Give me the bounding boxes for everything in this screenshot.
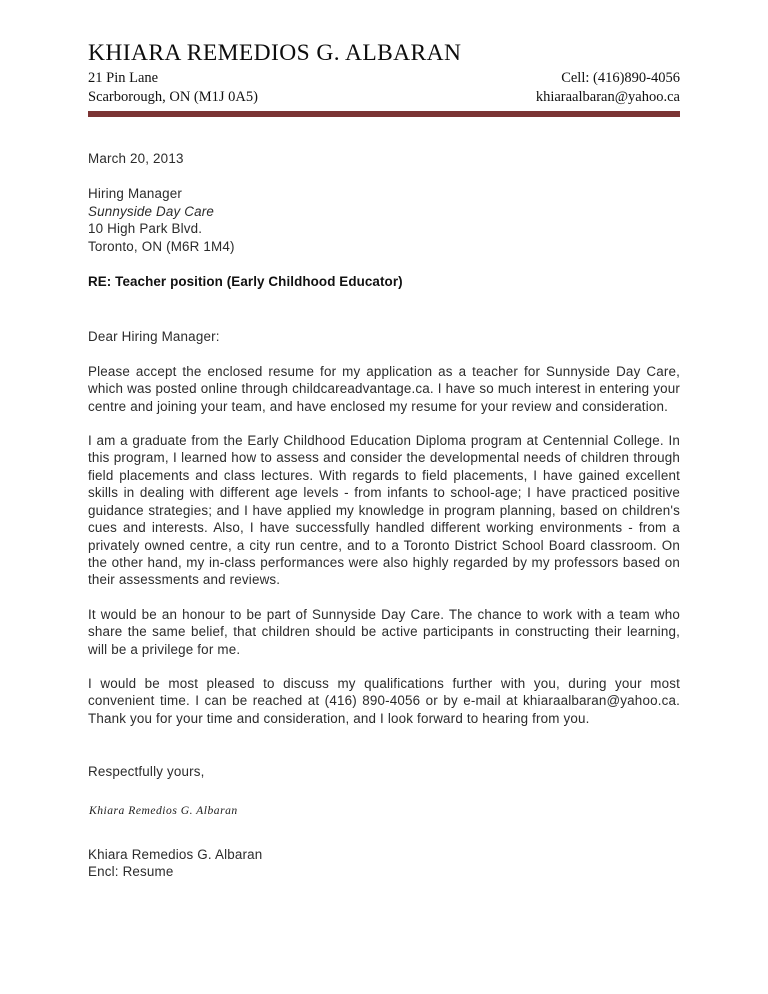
sender-phone: Cell: (416)890-4056 xyxy=(561,70,680,87)
recipient-address-block xyxy=(88,185,680,255)
recipient-street: 10 High Park Blvd. xyxy=(88,221,203,237)
letter-date: March 20, 2013 xyxy=(88,151,184,166)
sender-name: KHIARA REMEDIOS G. ALBARAN xyxy=(88,40,462,66)
accent-horizontal-rule xyxy=(88,111,680,117)
letterhead-columns xyxy=(88,69,680,108)
recipient-city-line: Toronto, ON (M6R 1M4) xyxy=(88,238,235,254)
sender-contact xyxy=(536,69,680,108)
body-paragraph: Please accept the enclosed resume for my application as a teacher for Sunnyside Day Care, which was posted online through childcareadvantage.ca. I have so much interest in entering your centre and joining your team, and have enclosed my resume for your review and consideration. xyxy=(88,363,680,414)
letterhead xyxy=(88,40,680,108)
subject-line: RE: Teacher position (Early Childhood Educator) xyxy=(88,274,403,290)
body-paragraph: I am a graduate from the Early Childhood Education Diploma program at Centennial College. In this program, I learned how to assess and consider the developmental needs of children through field placements and class lectures. With regards to field placements, I have gained excellent skills in dealing with different age levels - from infants to school-age; I have practiced positive guidance strategies; and I have applied my knowledge in program planning, based on children's cues and interests. Also, I have successfully handled different working environments - from a privately owned centre, a city run centre, and to a Toronto District School Board classroom. On the other hand, my in-class performances were also highly regarded by my professors based on their assessments and reviews. xyxy=(88,433,680,588)
body-paragraph: It would be an honour to be part of Sunnyside Day Care. The chance to work with a team who share the same belief, that children should be active participants in constructing their learning, will be a privilege for me. xyxy=(88,606,680,657)
signature-printed-name: Khiara Remedios G. Albaran xyxy=(88,846,263,862)
sender-address-line-1: 21 Pin Lane xyxy=(88,70,159,87)
sender-email: khiaraalbaran@yahoo.ca xyxy=(535,89,680,106)
closing-line: Respectfully yours, xyxy=(88,764,205,780)
handwritten-signature: Khiara Remedios G. Albaran xyxy=(89,803,238,817)
enclosure-note: Encl: Resume xyxy=(88,864,174,880)
sender-address-line-2: Scarborough, ON (M1J 0A5) xyxy=(88,89,258,106)
recipient-organization: Sunnyside Day Care xyxy=(88,203,215,219)
signature-block xyxy=(88,846,680,881)
letter-body xyxy=(88,150,680,881)
salutation: Dear Hiring Manager: xyxy=(88,329,220,345)
sender-address xyxy=(88,69,258,108)
body-paragraph: I would be most pleased to discuss my qualifications further with you, during your most convenient time. I can be reached at (416) 890-4056 or by e-mail at khiaraalbaran@yahoo.ca. Thank you for your time and consideration, and I look forward to hearing from you. xyxy=(88,675,680,726)
recipient-attention: Hiring Manager xyxy=(88,186,183,202)
